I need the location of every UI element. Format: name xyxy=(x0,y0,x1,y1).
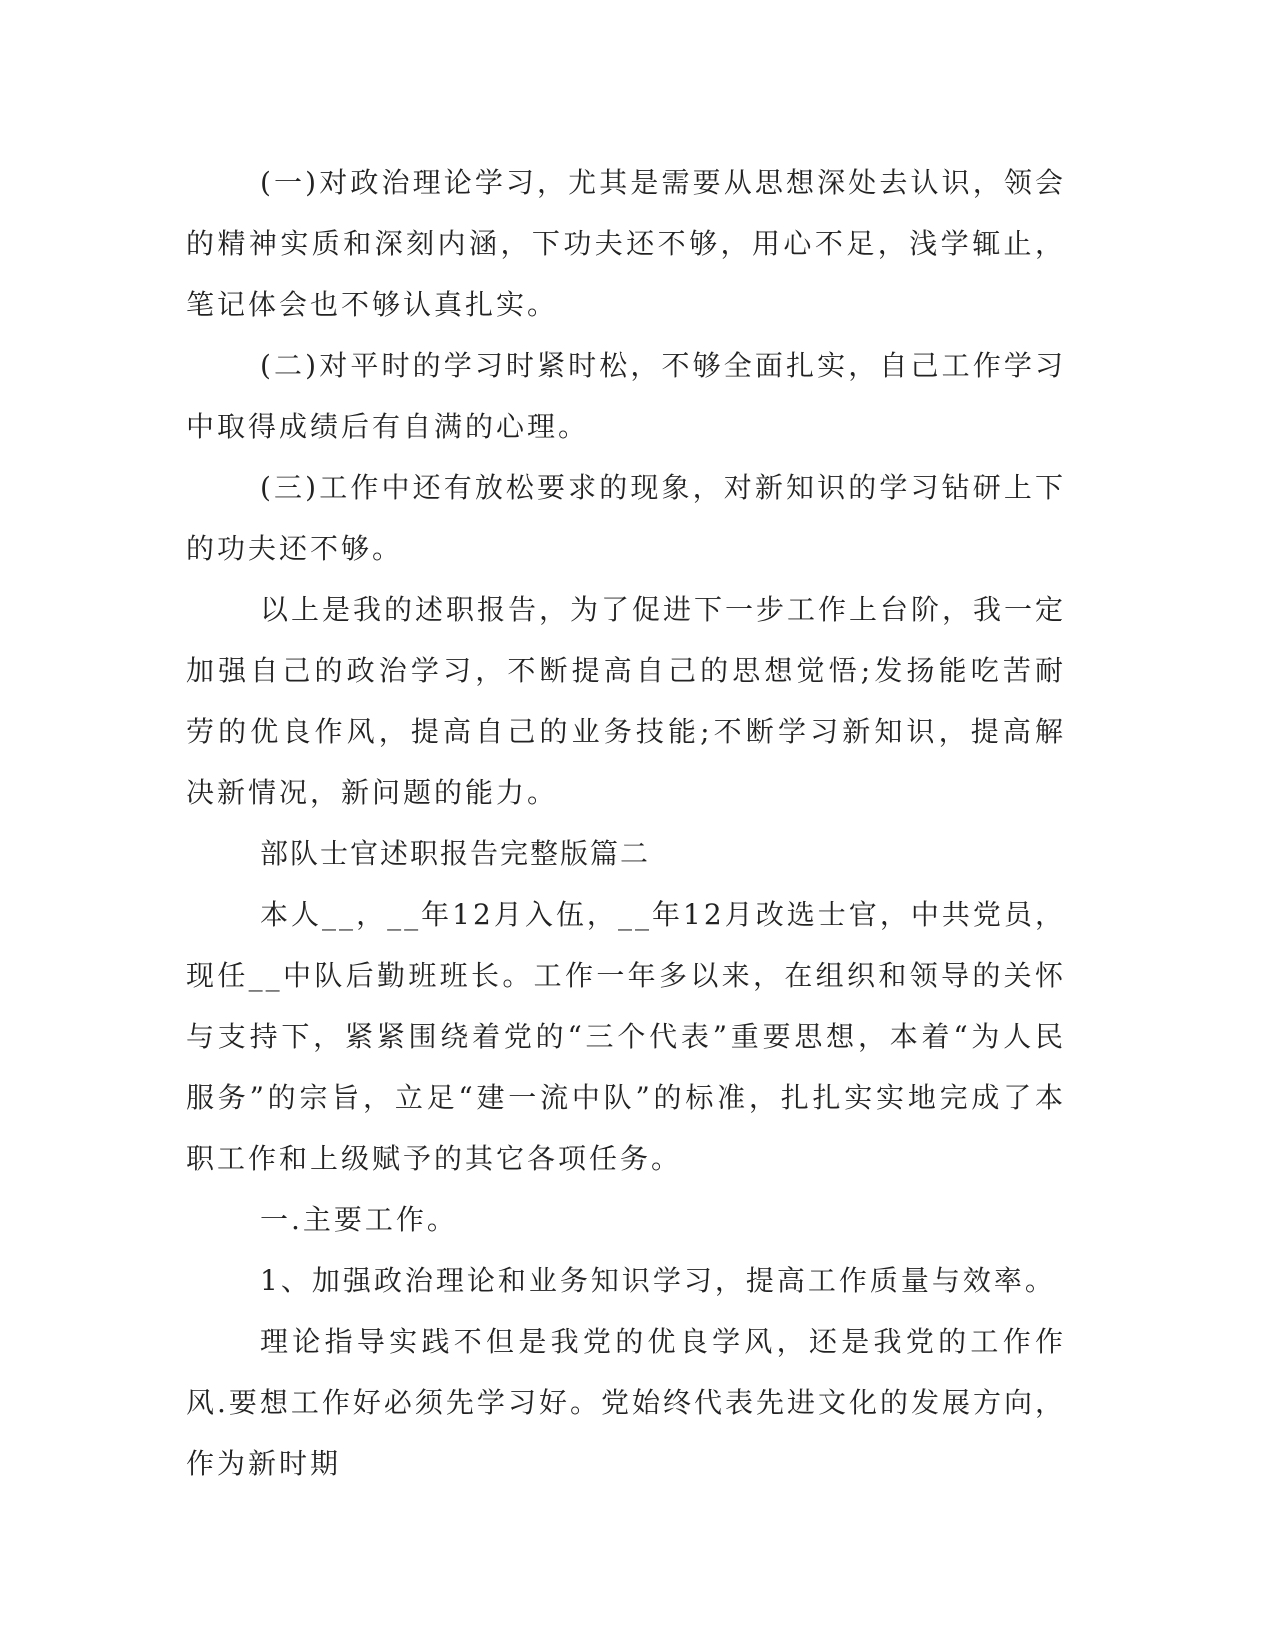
paragraph-6: 理论指导实践不但是我党的优良学风，还是我党的工作作风.要想工作好必须先学习好。党始终代表先进文化的发展方向，作为新时期 xyxy=(186,1325,1066,1480)
section-heading: 部队士官述职报告完整版篇二 xyxy=(260,837,651,870)
paragraph-2: (二)对平时的学习时紧时松，不够全面扎实，自己工作学习中取得成绩后有自满的心理。 xyxy=(186,349,1066,443)
subheading-main-work: 一.主要工作。 xyxy=(260,1203,458,1236)
subheading-item-1: 1、加强政治理论和业务知识学习，提高工作质量与效率。 xyxy=(260,1264,1056,1297)
paragraph-1: (一)对政治理论学习，尤其是需要从思想深处去认识，领会的精神实质和深刻内涵，下功夫还不够，用心不足，浅学辄止，笔记体会也不够认真扎实。 xyxy=(186,166,1066,321)
paragraph-3: (三)工作中还有放松要求的现象，对新知识的学习钻研上下的功夫还不够。 xyxy=(186,471,1066,565)
paragraph-5: 本人__，__年12月入伍，__年12月改选士官，中共党员，现任__中队后勤班班长。工作一年多以来，在组织和领导的关怀与支持下，紧紧围绕着党的“三个代表”重要思想，本着“为人民服务”的宗旨，立足“建一流中队”的标准，扎扎实实地完成了本职工作和上级赋予的其它各项任务。 xyxy=(186,898,1066,1175)
document-body xyxy=(186,152,1066,1494)
paragraph-4: 以上是我的述职报告，为了促进下一步工作上台阶，我一定加强自己的政治学习，不断提高自己的思想觉悟;发扬能吃苦耐劳的优良作风，提高自己的业务技能;不断学习新知识，提高解决新情况，新问题的能力。 xyxy=(186,593,1067,809)
